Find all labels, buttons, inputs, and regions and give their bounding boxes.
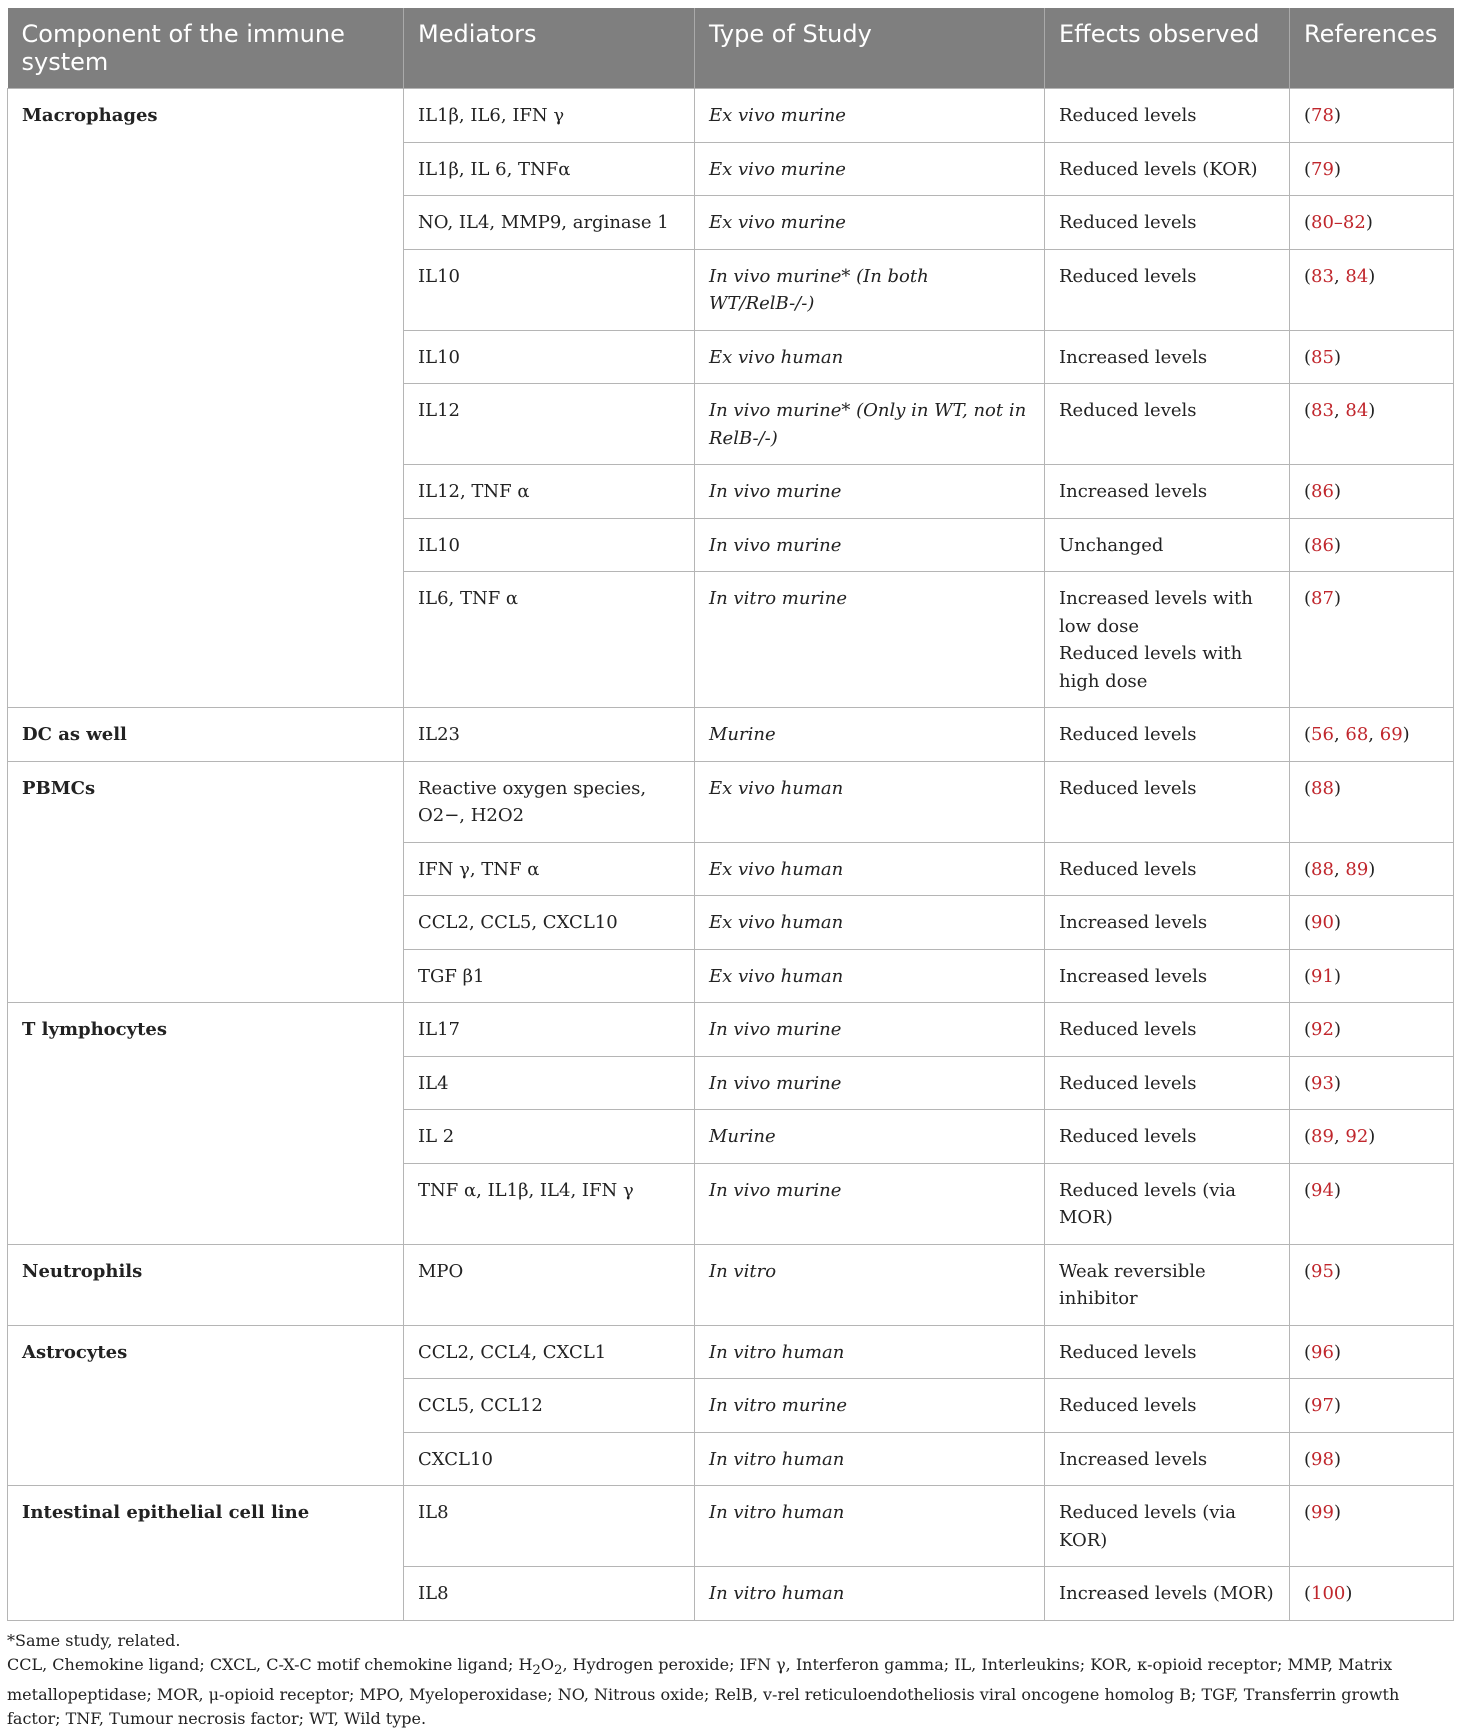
table-row (8, 1486, 1454, 1567)
references-cell: (78) (1290, 89, 1454, 143)
references-cell: (97) (1290, 1379, 1454, 1433)
footnote-same-study: *Same study, related. (7, 1630, 181, 1650)
study-type-cell: In vivo murine (695, 1003, 1045, 1057)
study-type-cell: In vivo murine* (In both WT/RelB-/-) (695, 249, 1045, 330)
column-header-study-type: Type of Study (695, 8, 1045, 89)
study-type-cell: Ex vivo murine (695, 196, 1045, 250)
study-type-cell: Ex vivo murine (695, 142, 1045, 196)
effect-cell: Reduced levels (via KOR) (1045, 1486, 1290, 1567)
mediators-cell: IL17 (404, 1003, 695, 1057)
mediators-cell: TNF α, IL1β, IL4, IFN γ (404, 1163, 695, 1244)
effect-cell: Reduced levels (1045, 196, 1290, 250)
table-row (8, 761, 1454, 842)
column-header-mediators: Mediators (404, 8, 695, 89)
references-cell: (93) (1290, 1056, 1454, 1110)
references-cell: (83, 84) (1290, 384, 1454, 465)
study-type-cell: In vitro (695, 1244, 1045, 1325)
study-type-cell: In vivo murine (695, 465, 1045, 519)
effect-cell: Reduced levels (1045, 1110, 1290, 1164)
reference-link[interactable]: 92 (1311, 1019, 1334, 1040)
reference-link[interactable]: 84 (1345, 265, 1369, 287)
mediators-cell: IL23 (404, 708, 695, 762)
effect-cell: Increased levels (1045, 465, 1290, 519)
reference-link[interactable]: 83 (1311, 400, 1334, 421)
references-cell: (88, 89) (1290, 842, 1454, 896)
reference-link[interactable]: 95 (1311, 1260, 1334, 1282)
footnote-abbreviations: CCL, Chemokine ligand; CXCL, C-X-C motif chemokine ligand; $H_2O_2$, Hydrogen peroxide; IFN γ, Interferon gamma; IL, Interleukins; KOR, κ-opioid receptor; MMP, Matrix metallopeptidase; MOR, μ-opioid receptor; MPO, Myeloperoxidase; NO, Nitrous oxide; RelB, v-rel reticuloendotheliosis viral oncogene homolog B; TGF, Transferrin growth factor; TNF, Tumour necrosis factor; WT, Wild type. (7, 1654, 1400, 1728)
study-type-cell: Ex vivo human (695, 842, 1045, 896)
mediators-cell: IL8 (404, 1567, 695, 1621)
study-type-cell: In vitro human (695, 1325, 1045, 1379)
references-cell: (86) (1290, 518, 1454, 572)
reference-link[interactable]: 90 (1311, 912, 1334, 933)
reference-link[interactable]: 69 (1379, 724, 1403, 745)
column-header-effects: Effects observed (1045, 8, 1290, 89)
header-row (8, 8, 1454, 89)
study-type-cell: In vitro human (695, 1567, 1045, 1621)
mediators-cell: TGF β1 (404, 949, 695, 1003)
study-type-cell: In vivo murine (695, 1163, 1045, 1244)
references-cell: (86) (1290, 465, 1454, 519)
reference-link[interactable]: 84 (1345, 400, 1369, 421)
study-type-cell: Ex vivo human (695, 330, 1045, 384)
effect-cell: Reduced levels (via MOR) (1045, 1163, 1290, 1244)
effect-cell: Reduced levels (1045, 761, 1290, 842)
study-type-cell: Murine (695, 1110, 1045, 1164)
effect-cell: Increased levels (MOR) (1045, 1567, 1290, 1621)
study-type-cell: In vitro murine (695, 1379, 1045, 1433)
references-cell: (90) (1290, 896, 1454, 950)
table-row (8, 89, 1454, 143)
references-cell: (99) (1290, 1486, 1454, 1567)
mediators-cell: CXCL10 (404, 1432, 695, 1486)
mediators-cell: IL1β, IL 6, TNFα (404, 142, 695, 196)
reference-link[interactable]: 92 (1345, 1126, 1369, 1147)
reference-link[interactable]: 88 (1311, 858, 1334, 880)
component-cell: Astrocytes (8, 1325, 404, 1486)
study-type-cell: Ex vivo human (695, 761, 1045, 842)
mediators-cell: IL6, TNF α (404, 572, 695, 708)
study-type-cell: In vitro murine (695, 572, 1045, 708)
mediators-cell: IL10 (404, 330, 695, 384)
reference-link[interactable]: 88 (1311, 777, 1334, 799)
mediators-cell: CCL5, CCL12 (404, 1379, 695, 1433)
reference-link[interactable]: 89 (1345, 858, 1369, 880)
mediators-cell: IL10 (404, 249, 695, 330)
reference-link[interactable]: 91 (1311, 965, 1334, 987)
immune-effects-table (7, 8, 1454, 1621)
references-cell: (94) (1290, 1163, 1454, 1244)
column-header-component: Component of the immune system (8, 8, 404, 89)
mediators-cell: IL10 (404, 518, 695, 572)
effect-cell: Reduced levels (1045, 384, 1290, 465)
column-header-references: References (1290, 8, 1454, 89)
references-cell: (89, 92) (1290, 1110, 1454, 1164)
mediators-cell: CCL2, CCL5, CXCL10 (404, 896, 695, 950)
references-cell: (87) (1290, 572, 1454, 708)
references-cell: (85) (1290, 330, 1454, 384)
table-row (8, 1244, 1454, 1325)
effect-cell: Reduced levels (1045, 1379, 1290, 1433)
study-type-cell: In vivo murine* (Only in WT, not in RelB-/-) (695, 384, 1045, 465)
table-footnotes (7, 1629, 1453, 1731)
mediators-cell: CCL2, CCL4, CXCL1 (404, 1325, 695, 1379)
references-cell: (91) (1290, 949, 1454, 1003)
reference-link[interactable]: 86 (1311, 534, 1334, 556)
component-cell: T lymphocytes (8, 1003, 404, 1245)
references-cell: (96) (1290, 1325, 1454, 1379)
reference-link[interactable]: 98 (1311, 1448, 1334, 1470)
mediators-cell: IL12 (404, 384, 695, 465)
references-cell: (56, 68, 69) (1290, 708, 1454, 762)
references-cell: (98) (1290, 1432, 1454, 1486)
references-cell: (95) (1290, 1244, 1454, 1325)
table-container (7, 8, 1453, 1731)
references-cell: (100) (1290, 1567, 1454, 1621)
study-type-cell: In vitro human (695, 1432, 1045, 1486)
study-type-cell: Ex vivo murine (695, 89, 1045, 143)
reference-link[interactable]: 78 (1311, 105, 1334, 126)
reference-link[interactable]: 96 (1311, 1341, 1334, 1363)
reference-link[interactable]: 85 (1311, 346, 1334, 368)
mediators-cell: IL8 (404, 1486, 695, 1567)
reference-link[interactable]: 68 (1345, 724, 1369, 745)
table-body (8, 89, 1454, 1621)
component-cell: Neutrophils (8, 1244, 404, 1325)
reference-link[interactable]: 56 (1311, 724, 1334, 745)
reference-link[interactable]: 99 (1311, 1502, 1334, 1523)
reference-link[interactable]: 94 (1311, 1179, 1334, 1201)
effect-cell: Reduced levels (1045, 842, 1290, 896)
mediators-cell: IL4 (404, 1056, 695, 1110)
effect-cell: Reduced levels (1045, 1003, 1290, 1057)
effect-cell: Reduced levels (1045, 1325, 1290, 1379)
reference-link[interactable]: 79 (1311, 158, 1334, 180)
effect-cell: Reduced levels (KOR) (1045, 142, 1290, 196)
table-row (8, 1003, 1454, 1057)
component-cell: DC as well (8, 708, 404, 762)
references-cell: (79) (1290, 142, 1454, 196)
effect-cell: Increased levels (1045, 949, 1290, 1003)
references-cell: (80–82) (1290, 196, 1454, 250)
mediators-cell: MPO (404, 1244, 695, 1325)
table-row (8, 708, 1454, 762)
component-cell: Intestinal epithelial cell line (8, 1486, 404, 1621)
effect-cell: Increased levels (1045, 896, 1290, 950)
mediators-cell: IL1β, IL6, IFN γ (404, 89, 695, 143)
references-cell: (88) (1290, 761, 1454, 842)
references-cell: (92) (1290, 1003, 1454, 1057)
effect-cell: Weak reversible inhibitor (1045, 1244, 1290, 1325)
reference-link[interactable]: 89 (1311, 1126, 1334, 1147)
study-type-cell: Murine (695, 708, 1045, 762)
table-row (8, 1325, 1454, 1379)
effect-cell: Reduced levels (1045, 249, 1290, 330)
component-cell: PBMCs (8, 761, 404, 1003)
reference-link[interactable]: 93 (1311, 1072, 1334, 1094)
effect-cell: Reduced levels (1045, 89, 1290, 143)
effect-cell: Increased levels (1045, 1432, 1290, 1486)
study-type-cell: In vivo murine (695, 1056, 1045, 1110)
references-cell: (83, 84) (1290, 249, 1454, 330)
effect-cell: Reduced levels (1045, 708, 1290, 762)
study-type-cell: In vivo murine (695, 518, 1045, 572)
mediators-cell: NO, IL4, MMP9, arginase 1 (404, 196, 695, 250)
reference-link[interactable]: 97 (1311, 1395, 1334, 1416)
mediators-cell: IFN γ, TNF α (404, 842, 695, 896)
reference-link[interactable]: 83 (1311, 265, 1334, 287)
reference-link[interactable]: 80–82 (1311, 212, 1366, 233)
effect-cell: Unchanged (1045, 518, 1290, 572)
mediators-cell: IL 2 (404, 1110, 695, 1164)
study-type-cell: Ex vivo human (695, 896, 1045, 950)
component-cell: Macrophages (8, 89, 404, 708)
reference-link[interactable]: 86 (1311, 481, 1334, 502)
reference-link[interactable]: 100 (1311, 1583, 1346, 1604)
mediators-cell: IL12, TNF α (404, 465, 695, 519)
effect-cell: Reduced levels (1045, 1056, 1290, 1110)
mediators-cell: Reactive oxygen species, O2−, H2O2 (404, 761, 695, 842)
reference-link[interactable]: 87 (1311, 588, 1334, 609)
study-type-cell: In vitro human (695, 1486, 1045, 1567)
study-type-cell: Ex vivo human (695, 949, 1045, 1003)
effect-cell: Increased levels (1045, 330, 1290, 384)
effect-cell: Increased levels with low dose Reduced levels with high dose (1045, 572, 1290, 708)
